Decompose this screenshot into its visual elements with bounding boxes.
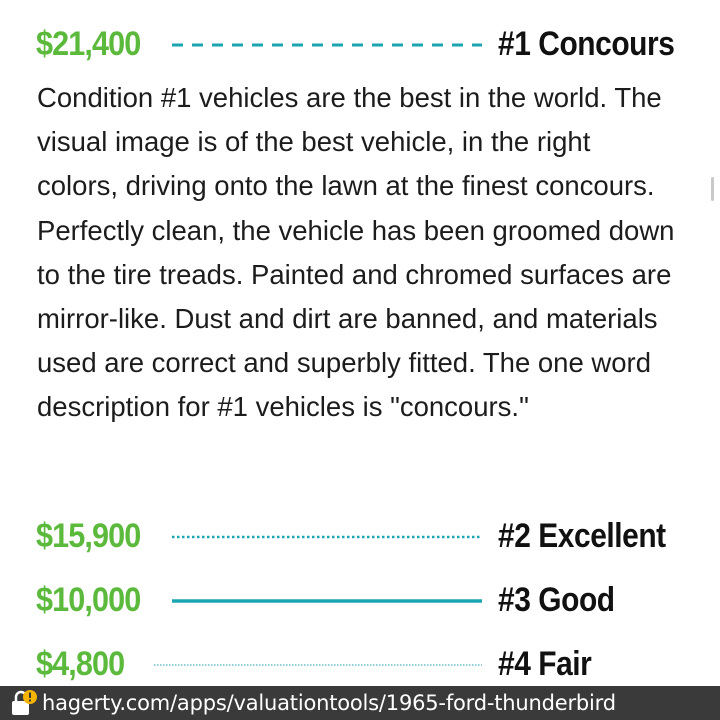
browser-url-bar[interactable] <box>0 686 720 720</box>
line-level-1 <box>172 43 482 47</box>
valuation-level-4 <box>36 642 678 686</box>
scrollbar[interactable] <box>711 177 714 201</box>
line-level-4 <box>154 663 482 667</box>
price-level-4: $4,800 <box>36 644 125 683</box>
valuation-level-1 <box>36 22 678 66</box>
lock-warning-icon[interactable] <box>8 688 38 718</box>
condition-level-2: #2 Excellent <box>498 516 666 555</box>
valuation-level-2 <box>36 514 678 558</box>
condition-level-4: #4 Fair <box>498 644 592 683</box>
condition-level-1: #1 Concours <box>498 24 675 63</box>
condition-description: Condition #1 vehicles are the best in the world. The visual image is of the best vehicle, in the right colors, driving onto the lawn at the finest concours. Perfectly clean, the vehicle has been groomed down to the tire treads. Painted and chromed surfaces are mirror-like. Dust and dirt are banned, and materials used are correct and superbly fitted. The one word description for #1 vehicles is "concours." <box>37 82 675 423</box>
url-text[interactable]: hagerty.com/apps/valuationtools/1965-ford-thunderbird <box>42 691 616 715</box>
line-level-2 <box>172 535 482 539</box>
price-level-2: $15,900 <box>36 516 141 555</box>
price-level-1: $21,400 <box>36 24 141 63</box>
condition-level-3: #3 Good <box>498 580 615 619</box>
price-level-3: $10,000 <box>36 580 141 619</box>
valuation-level-3 <box>36 578 678 622</box>
line-level-3 <box>172 599 482 603</box>
